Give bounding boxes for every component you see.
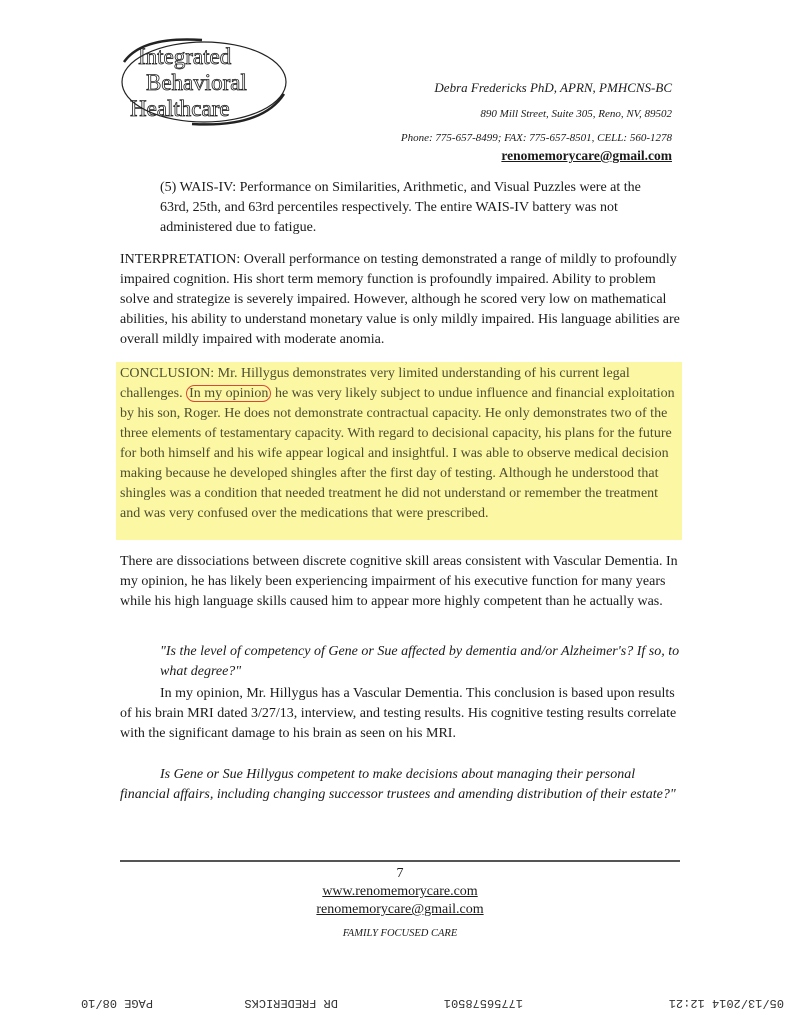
- interpretation-paragraph: INTERPRETATION: Overall performance on testing demonstrated a range of mildly to profoundly impaired cognition. His short term memory function is profoundly impaired. Ability to problem solve and strategize is severely impaired. However, although he scored very low on mathematical abilities, his ability to understand monetary value is only mildly impaired. His language abilities are overall mildly impaired with moderate anomia.: [120, 252, 680, 347]
- letterhead-name: Debra Fredericks PhD, APRN, PMHCNS-BC: [434, 80, 672, 95]
- answer-1: In my opinion, Mr. Hillygus has a Vascular Dementia. This conclusion is based upon results of his brain MRI dated 3/27/13, interview, and testing results. His cognitive testing results correlate with the significant damage to his brain as seen on his MRI.: [120, 686, 677, 741]
- fax-number: 17756578501: [443, 996, 523, 1010]
- fax-page: PAGE 08/10: [80, 996, 153, 1010]
- circled-annotation: In my opinion: [186, 385, 271, 402]
- question-1: "Is the level of competency of Gene or Sue affected by dementia and/or Alzheimer's? If so, to what degree?": [160, 644, 680, 679]
- question-2: Is Gene or Sue Hillygus competent to make decisions about managing their personal financial affairs, including changing successor trustees and amending distribution of their estate?": [120, 767, 676, 802]
- company-logo: [112, 32, 297, 132]
- footer-divider: [120, 860, 680, 862]
- logo-text-3: Healthcare: [130, 96, 230, 121]
- letterhead-email-link[interactable]: renomemorycare@gmail.com: [501, 148, 672, 163]
- page-number: 7: [396, 866, 404, 881]
- dissociations-paragraph: There are dissociations between discrete cognitive skill areas consistent with Vascular Dementia. In my opinion, he has likely been experiencing impairment of his executive function for many years while his high language skills caused him to appear more highly competent than he actually was.: [120, 554, 678, 609]
- fax-datetime: 05/13/2014 12:21: [668, 996, 784, 1010]
- conclusion-paragraph: [120, 364, 680, 524]
- conclusion-text-rest: he was very likely subject to undue influence and financial exploitation by his son, Roger. He does not demonstrate contractual capacity. He only demonstrates two of the three elements of testamentary capacity. With regard to decisional capacity, his plans for the future for both himself and his wife appear logical and insightful. I was able to observe medical decision making because he developed shingles after the first day of testing. Although he understood that shingles was a condition that needed treatment he did not understand or remember the treatment and was very confused over the medications that were prescribed.: [120, 386, 675, 521]
- logo-text-2: Behavioral: [146, 70, 247, 95]
- logo-text-1: Integrated: [138, 44, 232, 69]
- conclusion-text-start: CONCLUSION: Mr. Hillygus demonstrates very limited understanding of his current legal challenges.: [120, 366, 630, 401]
- footer-tagline: FAMILY FOCUSED CARE: [342, 928, 458, 939]
- footer-email-link[interactable]: renomemorycare@gmail.com: [316, 902, 484, 917]
- wais-paragraph: (5) WAIS-IV: Performance on Similarities, Arithmetic, and Visual Puzzles were at the 63rd, 25th, and 63rd percentiles respectively. The entire WAIS-IV battery was not administered due to fatigue.: [160, 180, 641, 235]
- footer-website-link[interactable]: www.renomemorycare.com: [322, 884, 478, 899]
- fax-from: DR FREDERICKS: [244, 996, 338, 1010]
- logo-graphic: [112, 32, 297, 132]
- fax-header: [0, 990, 793, 1010]
- letterhead-phone: Phone: 775-657-8499; FAX: 775-657-8501, CELL: 560-1278: [400, 132, 672, 144]
- letterhead-address: 890 Mill Street, Suite 305, Reno, NV, 89502: [480, 108, 672, 120]
